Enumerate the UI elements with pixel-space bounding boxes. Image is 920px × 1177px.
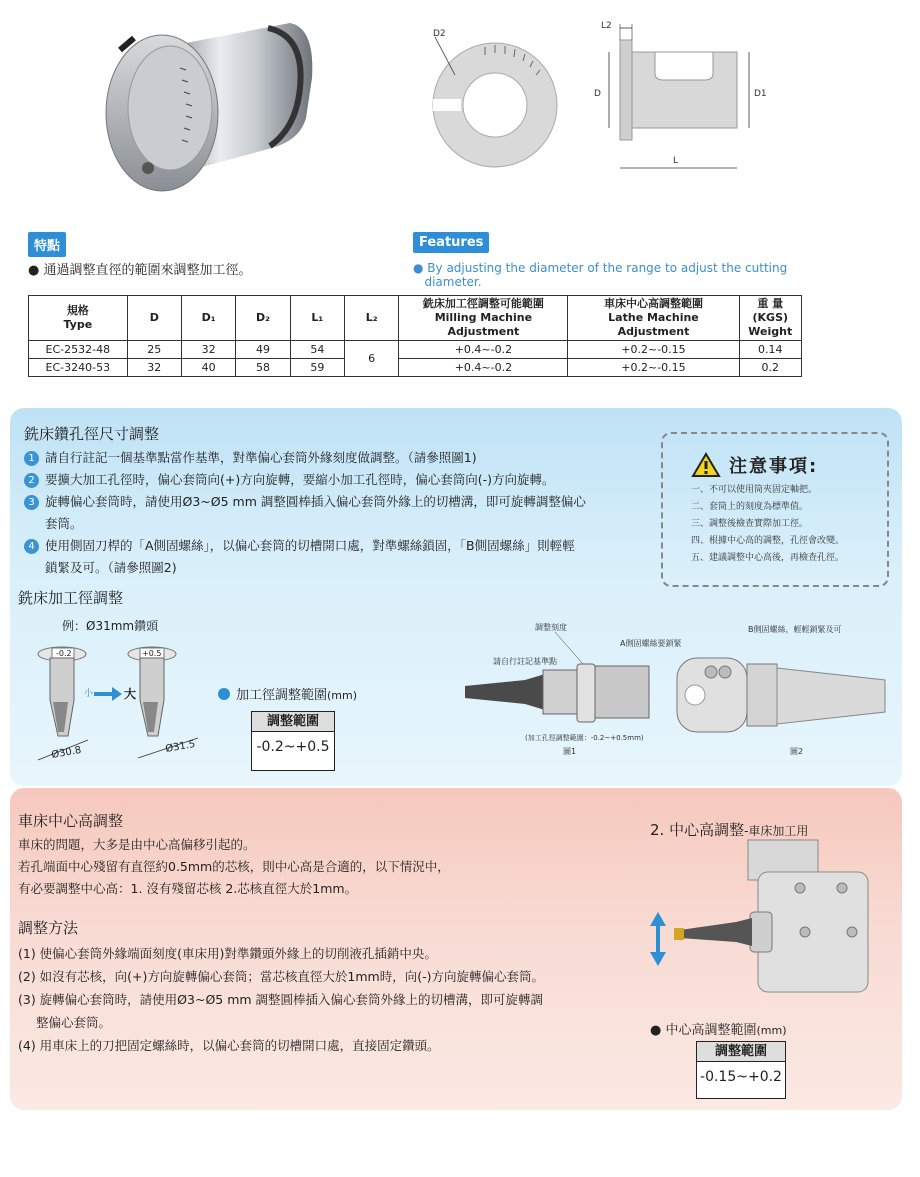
- method-list: [18, 942, 638, 1057]
- lathe-range-title-text: 中心高調整範圍: [665, 1023, 757, 1038]
- front-view-diagram: [425, 25, 565, 175]
- list-item: 五、建議調整中心高後，再檢查孔徑。: [691, 553, 845, 563]
- lathe-title: 車床中心高調整: [18, 812, 124, 830]
- lathe-fig-title: [650, 819, 808, 840]
- fig1-label: 圖1: [563, 747, 577, 756]
- spec-table: [28, 295, 802, 377]
- list-item: (1) 使偏心套筒外緣端面刻度(車床用)對準鑽頭外緣上的切削液孔插銷中央。: [18, 946, 437, 961]
- list-item: (2) 如沒有芯核，向(+)方向旋轉偏心套筒；當芯核直徑大於1mm時，向(-)方向旋轉偏心套筒。: [18, 969, 544, 984]
- big-label: 大: [124, 687, 137, 701]
- lathe-intro-line: 車床的問題，大多是由中心高偏移引起的。: [18, 837, 256, 852]
- caution-box: [661, 432, 889, 587]
- fig-scale-label: 調整刻度: [535, 623, 567, 632]
- label-l2: L2: [601, 21, 612, 31]
- milling-steps: [24, 447, 664, 579]
- table-row: [29, 359, 802, 377]
- eccentric-sleeve-photo: [100, 8, 330, 203]
- caution-list: [691, 482, 844, 567]
- features-badge-cn: 特點: [28, 232, 66, 257]
- arrow-up-icon: [650, 912, 666, 926]
- list-item: 3 旋轉偏心套筒時，請使用Ø3~Ø5 mm 調整圓棒插入偏心套筒外緣上的切槽溝，即可旋轉調整偏心: [24, 491, 664, 513]
- range-header: 調整範圍: [697, 1042, 785, 1062]
- example-label: 例：Ø31mm鑽頭: [62, 619, 159, 633]
- range-value: -0.2~+0.5: [256, 739, 330, 755]
- list-item: (4) 用車床上的刀把固定螺絲時，以偏心套筒的切槽開口處，直接固定鑽頭。: [18, 1038, 440, 1053]
- dia-a-label: Ø30.8: [50, 744, 83, 761]
- arrow-down-icon: [650, 952, 666, 966]
- th-d: D: [127, 296, 181, 341]
- list-item: 一、不可以使用筒夾固定軸把。: [691, 485, 818, 495]
- list-item-cont: 整偏心套筒。: [36, 1015, 112, 1030]
- fig-a-screw-label: A側固螺絲要鎖緊: [620, 639, 682, 648]
- cell-d2: 49: [236, 341, 290, 359]
- cell-d: 25: [127, 341, 181, 359]
- range-unit: (mm): [327, 689, 358, 702]
- lathe-range-title: ● 中心高調整範圍(mm): [650, 1023, 787, 1038]
- label-d1: D1: [754, 89, 767, 99]
- side-view-diagram: [585, 18, 785, 183]
- fig-mark-label: 請自行註記基準點: [493, 657, 557, 666]
- list-item: (3) 旋轉偏心套筒時，請使用Ø3~Ø5 mm 調整圓棒插入偏心套筒外緣上的切槽溝，即可旋轉調: [18, 992, 544, 1007]
- drill-adjust-illustration: [28, 640, 228, 770]
- cell-l2: 6: [345, 341, 399, 377]
- step-number: 3: [24, 495, 39, 510]
- list-item: 二、套筒上的刻度為標準值。: [691, 502, 809, 512]
- cell-mill: +0.4~-0.2: [399, 359, 568, 377]
- th-lathe: 車床中心高調整範圍 Lathe Machine Adjustment: [568, 296, 739, 341]
- milling-range-box: [251, 711, 335, 771]
- th-mill: 銑床加工徑調整可能範圍 Milling Machine Adjustment: [399, 296, 568, 341]
- method-title: 調整方法: [18, 919, 79, 937]
- cell-d2: 58: [236, 359, 290, 377]
- warning-icon: [691, 452, 721, 478]
- cell-type: EC-2532-48: [29, 341, 128, 359]
- list-item-cont: 套筒。: [45, 516, 83, 531]
- label-d: D: [594, 89, 601, 99]
- lathe-intro-line: 有必要調整中心高：1. 沒有殘留芯核 2.芯核直徑大於1mm。: [18, 881, 358, 896]
- th-l2: L₂: [345, 296, 399, 341]
- fig-range-note: (加工孔徑調整範圍：-0.2~+0.5mm): [525, 734, 644, 742]
- lathe-fig-title-main: 2. 中心高調整: [650, 821, 745, 839]
- features-badge-en: Features: [413, 232, 489, 253]
- list-item-cont: 鎖緊及可。（請參照圖2): [45, 560, 177, 575]
- label-d2: D2: [433, 29, 446, 39]
- step-number: 2: [24, 473, 39, 488]
- range-title-milling: [218, 684, 357, 703]
- cell-d1: 40: [181, 359, 235, 377]
- fig-b-screw-label: B側固螺絲，輕輕鎖緊及可: [748, 625, 842, 634]
- lathe-range-box: [696, 1041, 786, 1099]
- th-d1: D₁: [181, 296, 235, 341]
- fig2-label: 圖2: [790, 747, 804, 756]
- bullet-icon: [218, 688, 230, 700]
- list-item: 1 請自行註記一個基準點當作基準，對準偏心套筒外緣刻度做調整。（請參照圖1): [24, 447, 664, 469]
- cell-d: 32: [127, 359, 181, 377]
- features-text-cn-content: 通過調整直徑的範圍來調整加工徑。: [43, 263, 252, 278]
- features-text-en-2: diameter.: [424, 275, 482, 289]
- cell-l1: 59: [290, 359, 344, 377]
- small-label: 小: [84, 689, 94, 699]
- lathe-fig-title-sub: -車床加工用: [744, 824, 809, 838]
- table-header-row: [29, 296, 802, 341]
- lathe-intro: [18, 834, 618, 900]
- th-d2: D₂: [236, 296, 290, 341]
- th-weight: 重 量 (KGS) Weight: [739, 296, 801, 341]
- step-number: 1: [24, 451, 39, 466]
- list-item: 三、調整後檢查實際加工徑。: [691, 519, 809, 529]
- dia-b-label: Ø31.5: [164, 738, 197, 755]
- label-l: L: [673, 156, 679, 166]
- adjust-figures: [455, 618, 895, 763]
- plus-value: +0.5: [142, 649, 162, 658]
- cell-type: EC-3240-53: [29, 359, 128, 377]
- lathe-intro-line: 若孔端面中心殘留有直徑約0.5mm的芯核，則中心高是合適的，以下情況中，: [18, 859, 450, 874]
- features-text-cn: ● 通過調整直徑的範圍來調整加工徑。: [28, 263, 252, 278]
- milling-title: 銑床鑽孔徑尺寸調整: [24, 425, 160, 443]
- step-number: 4: [24, 539, 39, 554]
- features-text-en-1: By adjusting the diameter of the range to adjust the cutting: [427, 261, 788, 275]
- lathe-illustration: [640, 838, 890, 1008]
- features-text-en: ● By adjusting the diameter of the range to adjust the cutting diameter.: [413, 261, 788, 289]
- cell-lathe: +0.2~-0.15: [568, 341, 739, 359]
- cell-mill: +0.4~-0.2: [399, 341, 568, 359]
- milling-subtitle: 銑床加工徑調整: [18, 589, 124, 607]
- lathe-range-unit: (mm): [756, 1024, 787, 1037]
- cell-weight: 0.2: [739, 359, 801, 377]
- caution-title: 注意事項:: [729, 456, 819, 477]
- th-l1: L₁: [290, 296, 344, 341]
- cell-d1: 32: [181, 341, 235, 359]
- th-type: 規格 Type: [29, 296, 128, 341]
- list-item: 四、根據中心高的調整，孔徑會改變。: [691, 536, 845, 546]
- arrow-right-icon: [94, 687, 122, 701]
- table-row: [29, 341, 802, 359]
- list-item: 2 要擴大加工孔徑時，偏心套筒向(+)方向旋轉，要縮小加工孔徑時，偏心套筒向(-)方向旋轉。: [24, 469, 664, 491]
- cell-lathe: +0.2~-0.15: [568, 359, 739, 377]
- cell-l1: 54: [290, 341, 344, 359]
- minus-value: -0.2: [56, 649, 72, 658]
- range-value: -0.15~+0.2: [700, 1069, 782, 1085]
- list-item: 4 使用側固刀桿的「A側固螺絲」，以偏心套筒的切槽開口處，對準螺絲鎖固，「B側固螺絲」則輕輕: [24, 535, 664, 557]
- range-header: 調整範圍: [252, 712, 334, 732]
- cell-weight: 0.14: [739, 341, 801, 359]
- range-title-text: 加工徑調整範圍: [236, 688, 328, 703]
